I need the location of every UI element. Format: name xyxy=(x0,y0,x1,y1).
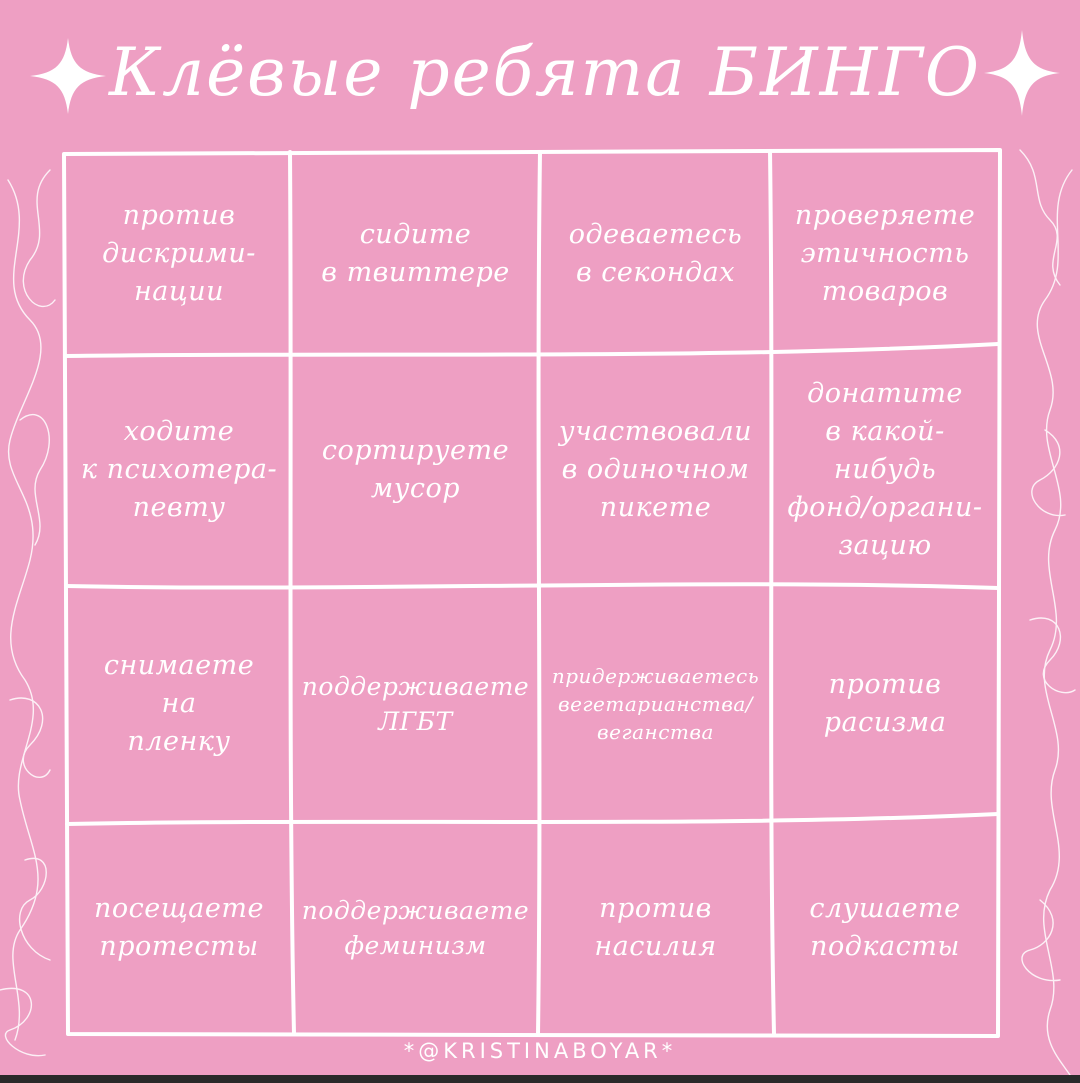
bingo-cell-label: проверяете этичность товаров xyxy=(794,200,976,307)
bingo-cell-label: донатите в какой-нибудь фонд/органи- зацию xyxy=(787,378,983,561)
bingo-cell-label: сортируете мусор xyxy=(321,435,510,504)
bingo-cell-label: поддерживаете феминизм xyxy=(301,895,530,960)
bingo-cell-label: одеваетесь в секондах xyxy=(568,219,743,288)
bingo-cell[interactable] xyxy=(539,821,772,1034)
bingo-cell[interactable] xyxy=(292,586,539,821)
sparkle-star-icon xyxy=(982,28,1062,118)
bingo-cell[interactable] xyxy=(292,821,539,1034)
sparkle-star-icon xyxy=(28,36,108,116)
bingo-cell-label: против насилия xyxy=(594,892,717,962)
bingo-cell[interactable] xyxy=(539,154,772,354)
bingo-grid xyxy=(62,148,1002,1038)
author-credit: *@KRISTINABOYAR* xyxy=(403,1039,677,1063)
bingo-cell[interactable] xyxy=(66,586,292,821)
bingo-cell-label: сидите в твиттере xyxy=(321,219,510,288)
bottom-divider xyxy=(0,1075,1080,1083)
header xyxy=(0,8,1080,138)
bingo-cell-label: участвовали в одиночном пикете xyxy=(558,416,753,523)
bingo-cell[interactable] xyxy=(772,586,998,821)
bingo-cell-label: ходите к психотера- певту xyxy=(80,416,278,523)
bingo-cell-label: придерживаетесь вегетарианства/ веганства xyxy=(551,663,760,744)
bingo-cell[interactable] xyxy=(66,354,292,586)
bingo-cell[interactable] xyxy=(66,821,292,1034)
bingo-cell[interactable] xyxy=(66,154,292,354)
bingo-cell-label: против расизма xyxy=(823,668,947,738)
page-title: Клёвые ребята БИНГО xyxy=(109,34,981,111)
bingo-cell-label: посещаете протесты xyxy=(94,892,264,962)
bingo-cell-label: поддерживаете ЛГБТ xyxy=(301,671,530,736)
bingo-cell-label: против дискрими- нации xyxy=(102,200,256,307)
bingo-cell[interactable] xyxy=(292,154,539,354)
bingo-cell-label: слушаете подкасты xyxy=(809,892,961,962)
bingo-cell[interactable] xyxy=(772,154,998,354)
bingo-cell[interactable] xyxy=(772,821,998,1034)
bingo-cell-label: снимаете на пленку xyxy=(103,649,255,757)
bingo-cell[interactable] xyxy=(539,586,772,821)
bingo-cell[interactable] xyxy=(539,354,772,586)
bingo-cell[interactable] xyxy=(772,354,998,586)
bingo-cell[interactable] xyxy=(292,354,539,586)
